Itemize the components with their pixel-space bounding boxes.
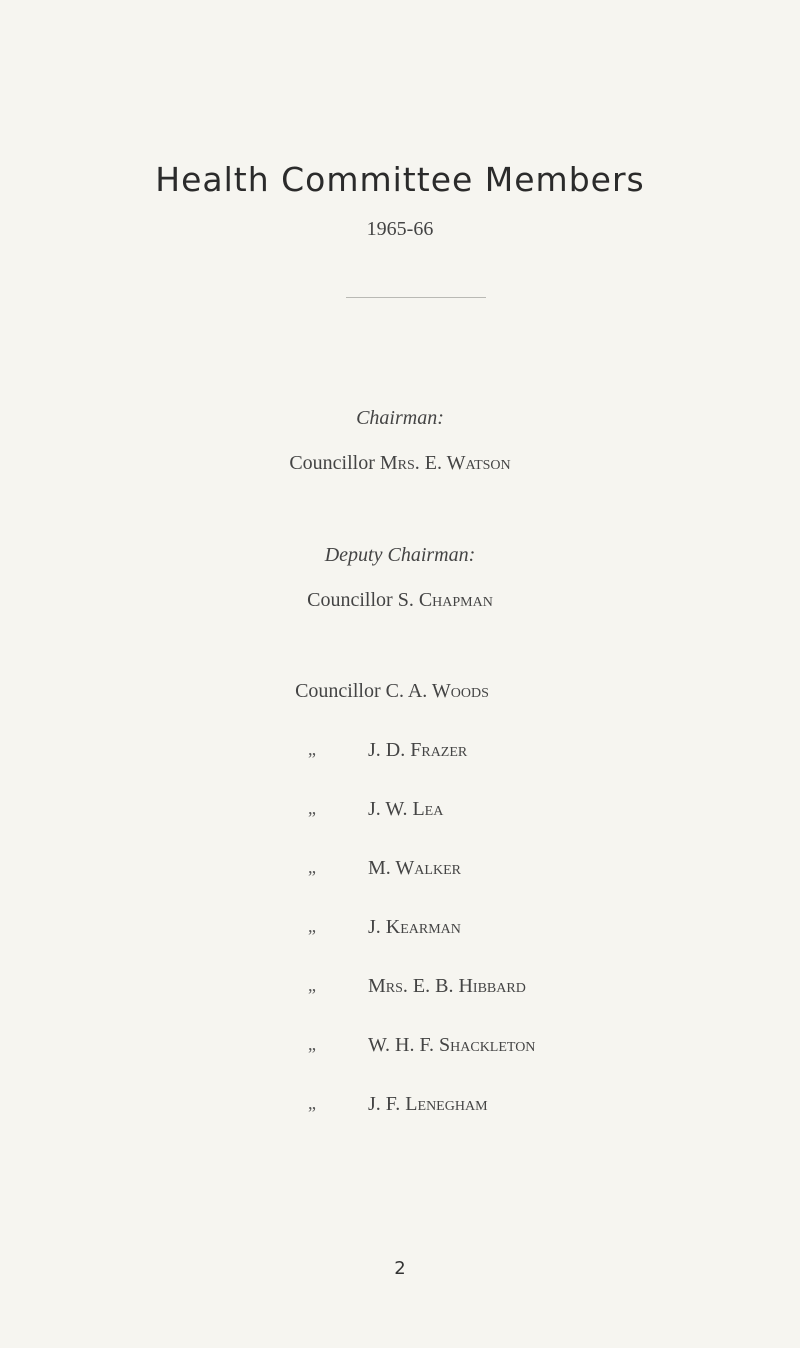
list-item [0,798,800,826]
deputy-chairman-person: S. Chapman [397,589,493,611]
chairman-name [0,452,800,475]
member-name: J. D. Frazer [368,739,468,761]
member-name: Mrs. E. B. Hibbard [368,975,526,997]
page-title: Health Committee Members [155,160,645,199]
chairman-title: Councillor [289,452,375,474]
divider-rule [346,297,486,298]
first-member-title: Councillor [295,680,381,702]
ditto-mark: „ [308,798,316,818]
chairman-person: Mrs. E. Watson [379,452,511,474]
deputy-chairman-role-label: Deputy Chairman: [324,544,476,566]
list-item [0,975,800,1003]
ditto-mark: „ [308,1034,316,1054]
year-range: 1965-66 [366,218,434,240]
list-item [0,1034,800,1062]
chairman-role-label: Chairman: [356,407,444,429]
first-member-person: C. A. Woods [385,680,489,702]
list-item [0,857,800,885]
member-name: J. Kearman [368,916,461,938]
ditto-mark: „ [308,739,316,759]
deputy-chairman-name [0,589,800,612]
ditto-mark: „ [308,1093,316,1113]
page-number: 2 [394,1258,406,1279]
member-name: J. W. Lea [368,798,444,820]
deputy-chairman-title: Councillor [307,589,393,611]
first-member-name [0,680,792,703]
member-name: W. H. F. Shackleton [368,1034,536,1056]
member-name: M. Walker [368,857,461,879]
ditto-mark: „ [308,975,316,995]
ditto-mark: „ [308,857,316,877]
list-item [0,1093,800,1121]
member-name: J. F. Lenegham [368,1093,488,1115]
ditto-mark: „ [308,916,316,936]
list-item [0,916,800,944]
list-item [0,739,800,767]
